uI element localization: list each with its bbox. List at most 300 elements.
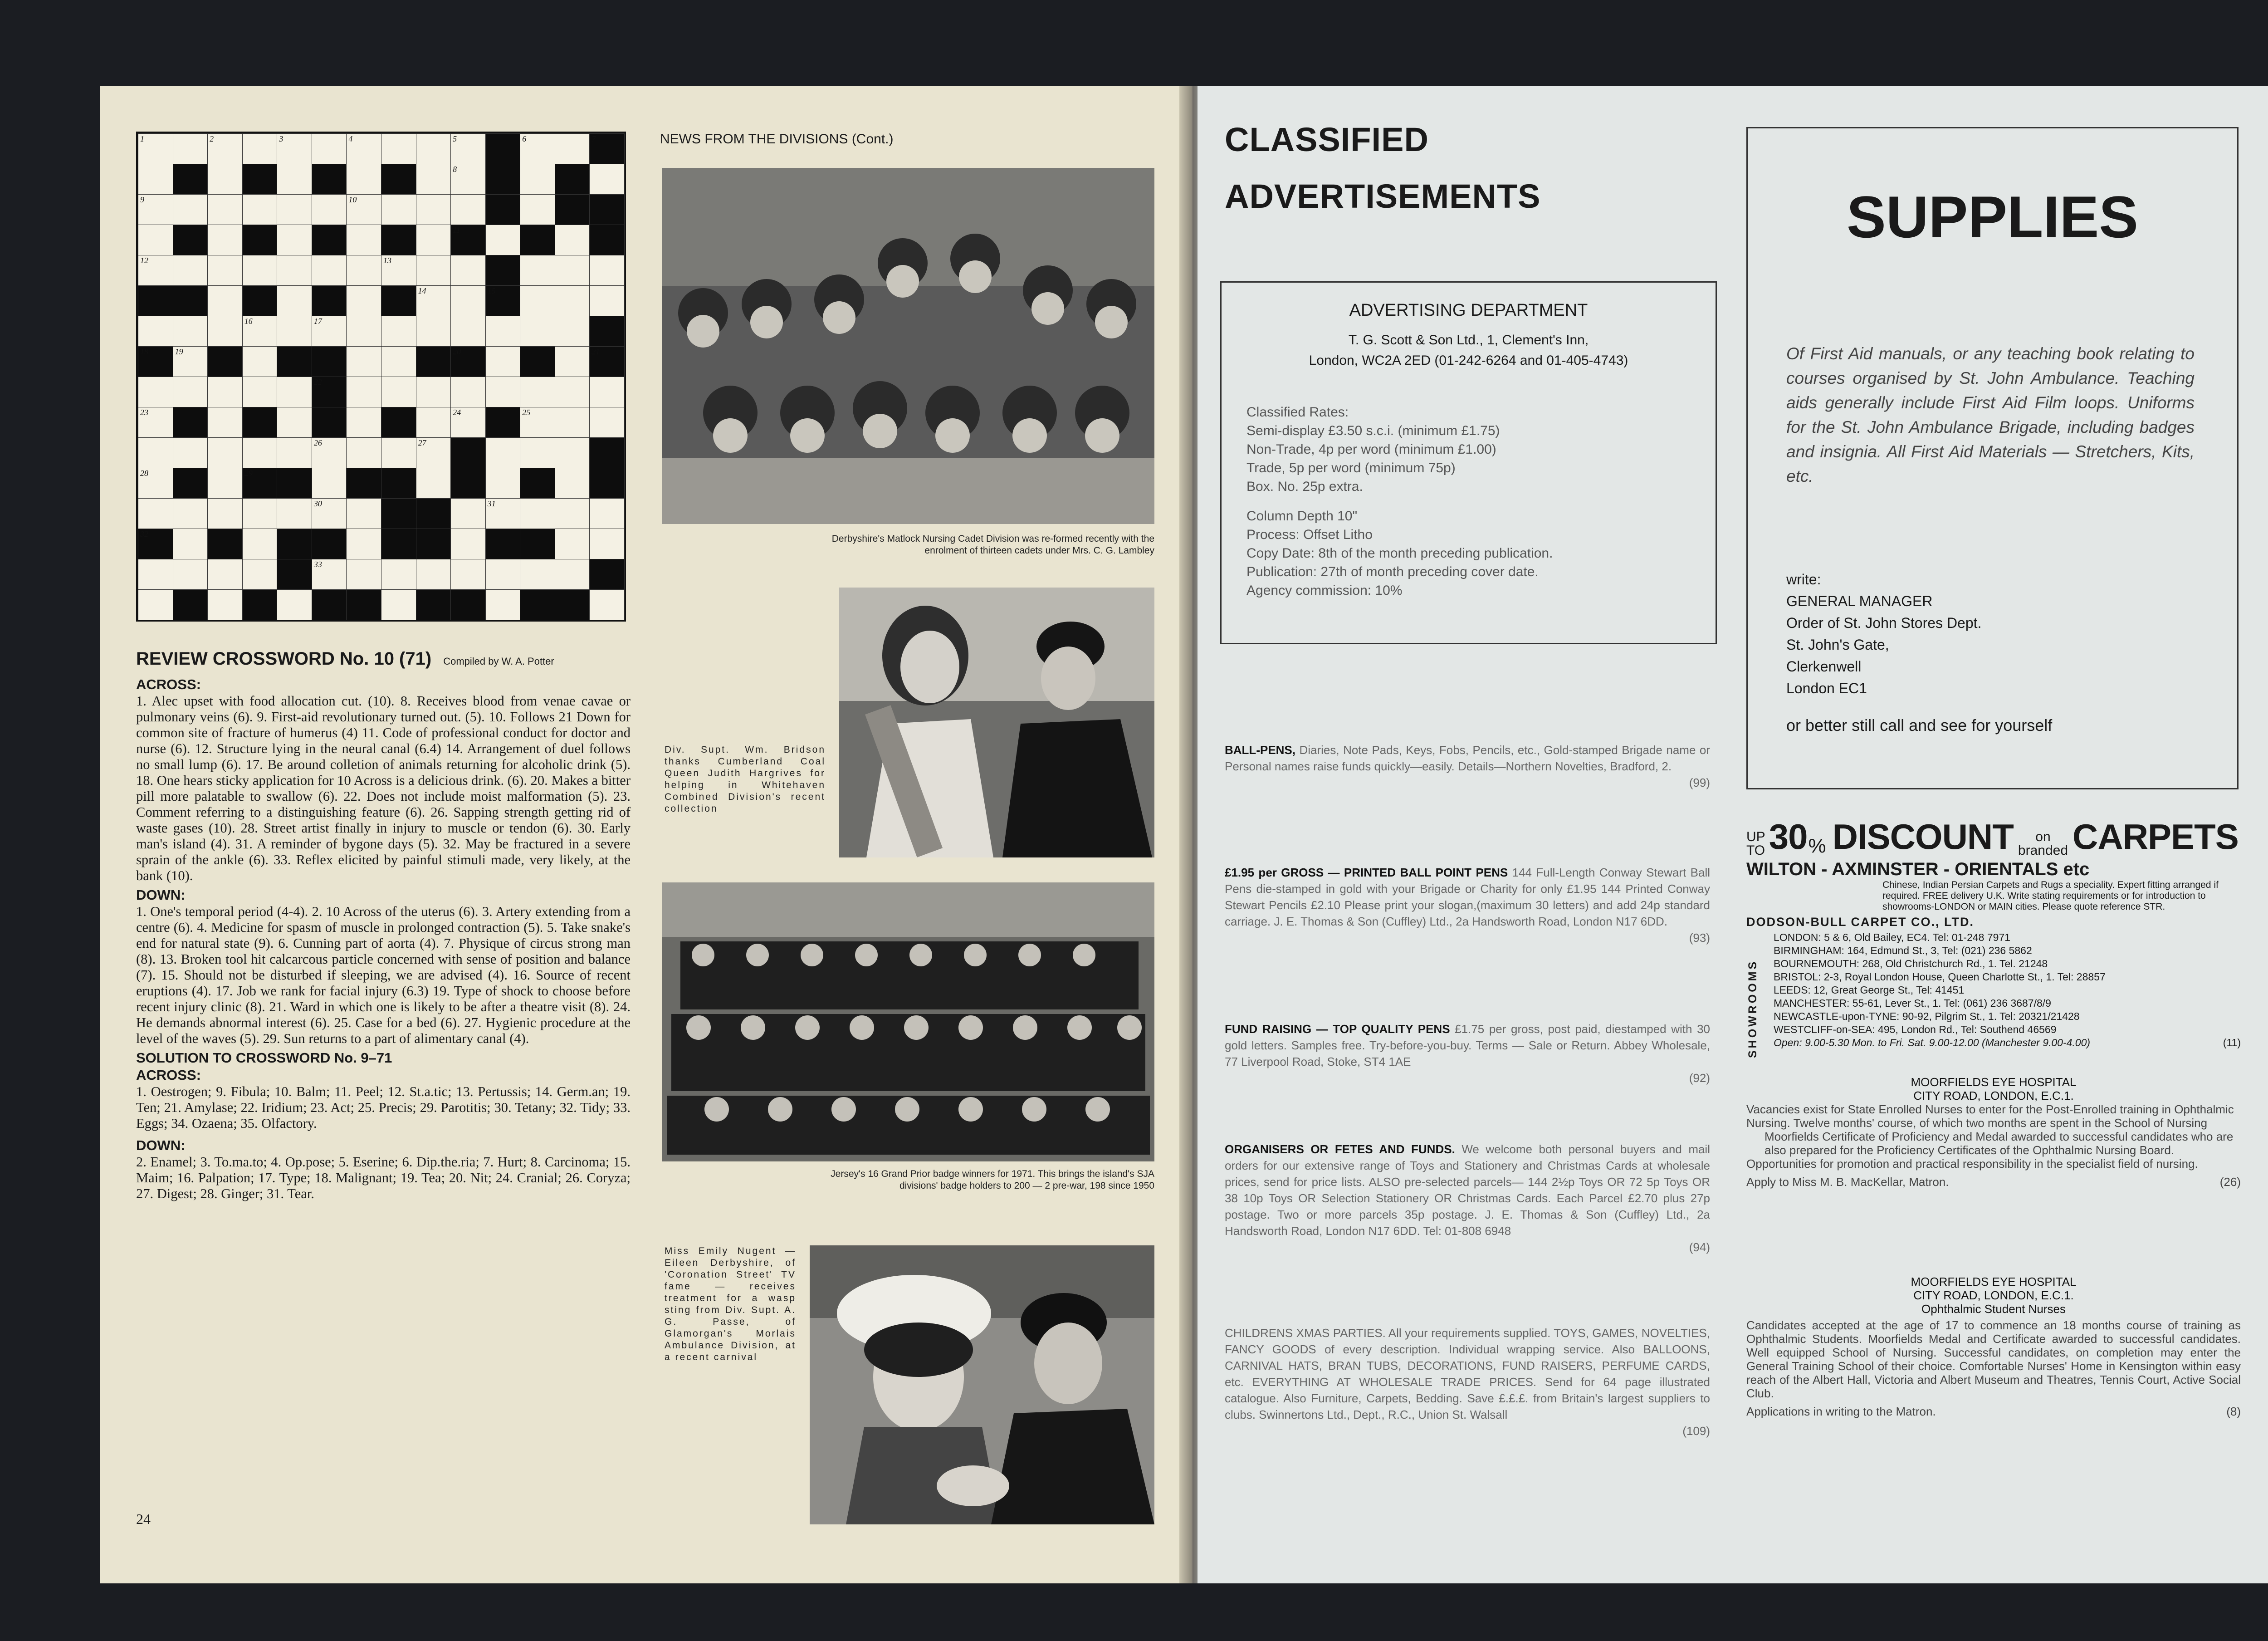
crossword-clue-number: 11 [453, 225, 460, 235]
crossword-cell[interactable] [416, 468, 451, 499]
crossword-cell[interactable] [277, 407, 312, 438]
crossword-cell[interactable] [416, 164, 451, 195]
crossword-clue-number: 26 [313, 438, 322, 447]
crossword-black-cell [381, 225, 416, 255]
carpet-subheading: WILTON - AXMINSTER - ORIENTALS etc [1746, 859, 2090, 879]
crossword-cell[interactable] [450, 194, 486, 225]
across-clues: 1. Alec upset with food allocation cut. (10). 8. Receives blood from venae cavae or pulmonary veins (6). 9. First-aid revolutionary turned out. (5). 10. Follows 21 Down for common site of fracture of humerus (4) 11. Code of professional conduct for doctor and nurse (6). 12. Structure lying in the neural canal (6.4) 14. Arrangement of duel follows no small lump (6). 17. Be around colletion of animals returning for alcoholic drink (5). 18. One hears sticky application for 10 Across is a delicious drink. (6). 20. Makes a bitter pill more palatable to swallow (6). 22. Does not include moist malformation (5). 23. Comment referring to a distinguishing feature (6). 26. Sapping strength getting rid of waste gases (10). 28. Street artist finally in injury to muscle or tendon (6). 30. Early man's island (4). 31. A reminder of bygone days (5). 32. May be fractured in a severe sprain of the ankle (6). 33. Reflex elicited by painful stimuli made, very likely, at the bank (10). [136, 693, 631, 883]
crossword-cell[interactable] [173, 437, 208, 468]
crossword-clue-number: 12 [140, 256, 148, 265]
down-clues: 1. One's temporal period (4-4). 2. 10 Across of the uterus (6). 3. Artery extending from a centre (6). 4. Medicine for spasm of muscle in prolonged contraction (5). 5. Take snake's end for natural state (9). 6. Cunning part of aorta (4). 7. Physique of circus strong man (8). 13. Broken tool hit calcarcous particle concerned with sense of position and balance (7). 15. Should not be disturbed if sleeping, we are advised (4). 16. Source of recent eruptions (4). 17. Job we rank for facial injury (6.3) 19. Type of shock to choose before recent injury clinic (8). 21. Ward in which one is likely to be after a theatre visit (8). 24. He demands abnormal interest (6). 25. Case for a bed (6). 27. Hygienic procedure at the level of the waves (5). 29. Sun returns to a part of alimentary canal (4). [136, 904, 631, 1046]
caption-wasp-sting: Miss Emily Nugent — Eileen Derbyshire, of 'Coronation Street' TV fame — receives treatment for a wasp sting from Div. Supt. A. G. Passe, of Glamorgan's Morlais Ambulance Division, at a recent carnival [665, 1246, 796, 1362]
crossword-cell[interactable] [138, 225, 173, 255]
crossword-cell[interactable] [450, 377, 486, 407]
solution-down: 2. Enamel; 3. To.ma.to; 4. Op.pose; 5. Eserine; 6. Dip.the.ria; 7. Hurt; 8. Carcinoma; 15. Maim; 16. Palpation; 17. Type; 18. Malignant; 19. Tea; 20. Nit; 24. Cranial; 26. Coryza; 27. Digest; 28. Ginger; 31. Tear. [136, 1154, 631, 1201]
crossword-cell[interactable] [346, 164, 381, 195]
crossword-cell[interactable] [173, 377, 208, 407]
crossword-title-text: REVIEW CROSSWORD No. 10 (71) [136, 649, 432, 669]
crossword-clue-number: 32 [140, 529, 148, 539]
crossword-cell[interactable] [277, 377, 312, 407]
crossword-cell[interactable] [242, 498, 278, 529]
branch-london: LONDON: 5 & 6, Old Bailey, EC4. Tel: 01-248 7971 [1774, 931, 2011, 943]
crossword-black-cell [485, 529, 521, 559]
photo-coal-queen [839, 588, 1154, 857]
crossword-cell[interactable] [138, 255, 173, 286]
crossword-clue-number: 28 [140, 469, 148, 478]
moorfields-2-subtitle: Ophthalmic Student Nurses [1921, 1302, 2066, 1316]
ad-text: CHILDRENS XMAS PARTIES. All your requirements supplied. TOYS, GAMES, NOVELTIES, FANCY GOODS of every description. Individual wrapping service. Also BALLOONS, CARNIVAL HATS, BRAN TUBS, DECORATIONS, FUND RAISERS, PERFUME CARDS, etc. EVERYTHING AT WHOLESALE TRADE PRICES. Send for 64 page illustrated catalogue. Also Furniture, Carpets, Bedding. Save £.£.£. from Britain's largest suppliers to clubs. Swinnertons Ltd., Dept., R.C., Union St. Walsall [1225, 1326, 1710, 1421]
showrooms-label: SHOWROOMS [1746, 959, 1759, 1058]
crossword-clue-number: 15 [487, 286, 496, 295]
crossword-cell[interactable] [346, 225, 381, 255]
crossword-cell[interactable] [416, 316, 451, 347]
crossword-clue-number: 9 [140, 195, 144, 204]
crossword-cell[interactable] [555, 559, 590, 590]
crossword-cell[interactable] [450, 285, 486, 316]
crossword-cell[interactable] [450, 255, 486, 286]
crossword-black-cell [416, 589, 451, 620]
crossword-black-cell [242, 164, 278, 195]
crossword-cell[interactable] [450, 164, 486, 195]
ad-lead: ORGANISERS OR FETES AND FUNDS. [1225, 1142, 1455, 1156]
crossword-black-cell [173, 225, 208, 255]
crossword-black-cell [207, 346, 243, 377]
publication-date: Publication: 27th of month preceding cover date. [1246, 564, 1539, 579]
supplies-address [1786, 568, 1981, 699]
crossword-cell[interactable] [346, 529, 381, 559]
crossword-cell[interactable] [589, 498, 625, 529]
crossword-clue-number: 1 [140, 134, 144, 143]
crossword-cell[interactable] [520, 559, 555, 590]
crossword-black-cell [138, 346, 173, 377]
branch-birmingham: BIRMINGHAM: 164, Edmund St., 3, Tel: (021) 236 5862 [1774, 945, 2032, 956]
carpet-to: TO [1746, 843, 1765, 858]
crossword-clue-number: 23 [140, 408, 148, 417]
crossword-cell[interactable] [207, 255, 243, 286]
crossword-cell[interactable] [277, 316, 312, 347]
crossword-black-cell [346, 468, 381, 499]
carpet-up: UP [1746, 829, 1765, 844]
crossword-cell[interactable] [312, 316, 347, 347]
crossword-cell[interactable] [207, 559, 243, 590]
solution-across-heading: ACROSS: [136, 1067, 201, 1083]
crossword-cell[interactable] [381, 589, 416, 620]
crossword-cell[interactable] [138, 164, 173, 195]
crossword-cell[interactable] [207, 468, 243, 499]
crossword-clue-number: 5 [453, 134, 457, 143]
crossword-black-cell [485, 407, 521, 438]
crossword-cell[interactable] [242, 133, 278, 164]
supplies-box [1746, 127, 2239, 789]
crossword-cell[interactable] [416, 437, 451, 468]
crossword-black-cell [520, 529, 555, 559]
crossword-cell[interactable] [207, 133, 243, 164]
crossword-cell[interactable] [138, 194, 173, 225]
crossword-cell[interactable] [555, 377, 590, 407]
crossword-cell[interactable] [520, 164, 555, 195]
crossword-clue-number: 19 [175, 347, 183, 356]
crossword-black-cell [416, 529, 451, 559]
crossword-black-cell [485, 194, 521, 225]
crossword-cell[interactable] [207, 285, 243, 316]
ad-text: 144 Full-Length Conway Stewart Ball Pens die-stamped in gold with your Brigade or Charity for only £1.95 144 Printed Conway Stewart Pencils £2.10 Please print your slogan,(maximum 30 letters) and add 24p standard carriage. J. E. Thomas & Son (Cuffley) Ltd., 2a Handsworth Road, London N17 6DD. [1225, 866, 1710, 928]
moorfields-1-opportunities: Opportunities for promotion and practical responsibility in the specialist field of nursing. [1746, 1157, 2198, 1171]
crossword-cell[interactable] [346, 498, 381, 529]
crossword-cell[interactable] [416, 194, 451, 225]
crossword-cell[interactable] [520, 437, 555, 468]
right-page [1198, 86, 2268, 1583]
branch-manchester: MANCHESTER: 55-61, Lever St., 1. Tel: (061) 236 3687/8/9 [1774, 997, 2051, 1009]
crossword-cell[interactable] [346, 377, 381, 407]
crossword-black-cell [381, 285, 416, 316]
crossword-cell[interactable] [138, 437, 173, 468]
crossword-cell[interactable] [416, 559, 451, 590]
crossword-cell[interactable] [520, 316, 555, 347]
crossword-cell[interactable] [277, 255, 312, 286]
ad-code: (92) [1689, 1071, 1710, 1085]
ad-lead: £1.95 per GROSS — PRINTED BALL POINT PENS [1225, 866, 1508, 879]
crossword-cell[interactable] [520, 133, 555, 164]
crossword-black-cell [450, 437, 486, 468]
crossword-cell[interactable] [277, 194, 312, 225]
crossword-black-cell [312, 225, 347, 255]
moorfields-1-address: CITY ROAD, LONDON, E.C.1. [1913, 1089, 2074, 1102]
crossword-cell[interactable] [381, 559, 416, 590]
crossword-cell[interactable] [138, 133, 173, 164]
crossword-cell[interactable] [207, 225, 243, 255]
crossword-cell[interactable] [242, 437, 278, 468]
crossword-cell[interactable] [312, 255, 347, 286]
branch-westcliff: WESTCLIFF-on-SEA: 495, London Rd., Tel: Southend 46569 [1774, 1024, 2057, 1035]
crossword-cell[interactable] [520, 407, 555, 438]
crossword-cell[interactable] [450, 133, 486, 164]
crossword-cell[interactable] [242, 529, 278, 559]
crossword-cell[interactable] [346, 346, 381, 377]
crossword-cell[interactable] [242, 346, 278, 377]
crossword-cell[interactable] [520, 377, 555, 407]
crossword-cell[interactable] [450, 316, 486, 347]
crossword-cell[interactable] [173, 346, 208, 377]
ad-code: (93) [1689, 931, 1710, 945]
moorfields-ad-2 [1746, 1275, 2241, 1418]
crossword-black-cell [312, 346, 347, 377]
crossword-cell[interactable] [450, 559, 486, 590]
crossword-cell[interactable] [450, 529, 486, 559]
crossword-cell[interactable] [416, 285, 451, 316]
crossword-cell[interactable] [485, 225, 521, 255]
crossword-cell[interactable] [242, 316, 278, 347]
crossword-clue-number: 22 [313, 377, 322, 387]
moorfields-2-apply: Applications in writing to the Matron. [1746, 1405, 1936, 1418]
crossword-cell[interactable] [242, 559, 278, 590]
crossword-black-cell [450, 225, 486, 255]
ad-printed-pens [1225, 864, 1710, 946]
crossword-cell[interactable] [589, 285, 625, 316]
crossword-cell[interactable] [555, 285, 590, 316]
crossword-black-cell [173, 589, 208, 620]
crossword-cell[interactable] [555, 225, 590, 255]
crossword-black-cell [450, 589, 486, 620]
crossword-black-cell [207, 529, 243, 559]
moorfields-2-title: MOORFIELDS EYE HOSPITAL [1911, 1275, 2077, 1288]
down-heading: DOWN: [136, 887, 186, 903]
caption-matlock: Derbyshire's Matlock Nursing Cadet Division was re-formed recently with the enrolment of thirteen cadets under Mrs. C. G. Lambley [831, 534, 1154, 556]
crossword-black-cell [381, 468, 416, 499]
crossword-cell[interactable] [312, 133, 347, 164]
crossword-clue-number: 25 [522, 408, 531, 417]
caption-jersey: Jersey's 16 Grand Prior badge winners for 1971. This brings the island's SJA divisions' badge holders to 200 — 2 pre-war, 198 since 1950 [831, 1169, 1154, 1191]
classified-heading-2: ADVERTISEMENTS [1225, 177, 1541, 215]
crossword-clue-number: 2 [210, 134, 214, 143]
crossword-cell[interactable] [450, 498, 486, 529]
moorfields-2-body: Candidates accepted at the age of 17 to commence an 18 months course of training as Ophthalmic Students. Moorfields Medal and Certificate awarded to successful candidates. Well equipped School of Nursing. Successful candidates, on completion may enter the General Training School of their choice. Comfortable Nurses' Home in Kensington within easy reach of the Albert Hall, Victoria and Albert Museum and Theatres, Tennis Court, Active Social Club. [1746, 1318, 2241, 1400]
crossword-cell[interactable] [207, 164, 243, 195]
crossword-cell[interactable] [173, 316, 208, 347]
crossword-cell[interactable] [138, 498, 173, 529]
rate-trade: Trade, 5p per word (minimum 75p) [1246, 460, 1456, 475]
crossword-cell[interactable] [173, 255, 208, 286]
crossword-cell[interactable] [138, 407, 173, 438]
crossword-cell[interactable] [277, 498, 312, 529]
crossword-cell[interactable] [381, 437, 416, 468]
crossword-cell[interactable] [485, 559, 521, 590]
crossword-cell[interactable] [242, 255, 278, 286]
crossword-cell[interactable] [173, 559, 208, 590]
crossword-cell[interactable] [555, 498, 590, 529]
crossword-cell[interactable] [485, 589, 521, 620]
crossword-cell[interactable] [312, 437, 347, 468]
crossword-black-cell [381, 529, 416, 559]
solution-heading: SOLUTION TO CROSSWORD No. 9–71 [136, 1050, 392, 1066]
crossword-cell[interactable] [555, 529, 590, 559]
crossword-black-cell [312, 164, 347, 195]
crossword-clue-number: 14 [418, 286, 426, 295]
crossword-clue-number: 8 [453, 165, 457, 174]
across-heading: ACROSS: [136, 676, 201, 692]
crossword-cell[interactable] [589, 407, 625, 438]
crossword-cell[interactable] [555, 346, 590, 377]
crossword-clue-number: 6 [522, 134, 527, 143]
crossword-cell[interactable] [207, 589, 243, 620]
crossword-cell[interactable] [312, 194, 347, 225]
crossword-clue-number: 30 [313, 499, 322, 508]
crossword-cell[interactable] [207, 194, 243, 225]
ad-code: (99) [1689, 776, 1710, 789]
crossword-cell[interactable] [207, 498, 243, 529]
crossword-cell[interactable] [589, 164, 625, 195]
crossword-cell[interactable] [416, 377, 451, 407]
crossword-black-cell [173, 407, 208, 438]
crossword-cell[interactable] [485, 498, 521, 529]
crossword-cell[interactable] [589, 377, 625, 407]
crossword-black-cell [589, 559, 625, 590]
crossword-cell[interactable] [207, 437, 243, 468]
crossword-clue-number: 27 [418, 438, 426, 447]
crossword-cell[interactable] [485, 468, 521, 499]
carpet-ad [1746, 817, 2241, 1058]
moorfields-1-vacancies: Vacancies exist for State Enrolled Nurses to enter for the Post-Enrolled training in Ophthalmic Nursing. Twelve months' course, of which two months are spent in the School of Nursing [1746, 1102, 2234, 1130]
advertising-address-1: T. G. Scott & Son Ltd., 1, Clement's Inn, [1348, 333, 1589, 348]
crossword-cell[interactable] [346, 194, 381, 225]
crossword-black-cell [485, 255, 521, 286]
carpet-discount: DISCOUNT [1832, 817, 2014, 857]
crossword-cell[interactable] [520, 498, 555, 529]
crossword-black-cell [312, 377, 347, 407]
crossword-cell[interactable] [416, 407, 451, 438]
crossword-black-cell [277, 468, 312, 499]
crossword-black-cell [520, 225, 555, 255]
crossword-black-cell [589, 316, 625, 347]
ad-ball-pens [1225, 742, 1710, 791]
crossword-cell[interactable] [520, 255, 555, 286]
crossword-cell[interactable] [381, 377, 416, 407]
crossword-cell[interactable] [242, 194, 278, 225]
crossword-cell[interactable] [173, 194, 208, 225]
crossword-cell[interactable] [450, 407, 486, 438]
crossword-black-cell [520, 468, 555, 499]
opening-hours: Open: 9.00-5.30 Mon. to Fri. Sat. 9.00-12.00 (Manchester 9.00-4.00) [1774, 1037, 2091, 1048]
crossword-cell[interactable] [555, 468, 590, 499]
crossword-cell[interactable] [555, 316, 590, 347]
crossword-cell[interactable] [207, 377, 243, 407]
crossword-black-cell [416, 498, 451, 529]
crossword-cell[interactable] [416, 133, 451, 164]
carpet-blurb: Chinese, Indian Persian Carpets and Rugs a speciality. Expert fitting arranged if required. FREE delivery U.K. Write stating requirements or for introduction to showrooms-LONDON or MAIN cities. Please quote reference STR. [1882, 880, 2219, 912]
crossword-cell[interactable] [346, 559, 381, 590]
carpet-percent-sign: % [1808, 835, 1826, 857]
crossword-cell[interactable] [520, 285, 555, 316]
crossword-cell[interactable] [381, 255, 416, 286]
crossword-cell[interactable] [277, 133, 312, 164]
crossword-black-cell [450, 346, 486, 377]
crossword-cell[interactable] [381, 346, 416, 377]
moorfields-1-title: MOORFIELDS EYE HOSPITAL [1911, 1075, 2077, 1089]
crossword-cell[interactable] [312, 468, 347, 499]
crossword-black-cell [589, 194, 625, 225]
supplies-title: SUPPLIES [1847, 184, 2138, 250]
crossword-black-cell [242, 468, 278, 499]
crossword-cell[interactable] [346, 285, 381, 316]
crossword-cell[interactable] [242, 377, 278, 407]
crossword-cell[interactable] [346, 407, 381, 438]
carpet-on: on [2035, 829, 2051, 844]
crossword-black-cell [555, 194, 590, 225]
crossword-clue-number: 33 [313, 560, 322, 569]
crossword-cell[interactable] [138, 589, 173, 620]
crossword-cell[interactable] [312, 559, 347, 590]
crossword-cell[interactable] [173, 133, 208, 164]
supplies-address-4: Clerkenwell [1786, 658, 1862, 675]
rates-title: Classified Rates: [1246, 405, 1349, 420]
ad-organisers [1225, 1141, 1710, 1255]
supplies-body: Of First Aid manuals, or any teaching book relating to courses organised by St. John Ambulance. Teaching aids generally include First Aid Film loops. Uniforms for the St. John Ambulance Brigade, including badges and insignia. All First Aid Materials — Stretchers, Kits, etc. [1786, 344, 2195, 485]
crossword-black-cell [242, 225, 278, 255]
crossword-cell[interactable] [173, 498, 208, 529]
crossword-cell[interactable] [589, 529, 625, 559]
crossword-black-cell [555, 164, 590, 195]
supplies-footer: or better still call and see for yourself [1786, 716, 2053, 735]
rate-semi-display: Semi-display £3.50 s.c.i. (minimum £1.75) [1246, 423, 1500, 438]
crossword-cell[interactable] [207, 407, 243, 438]
crossword-cell[interactable] [485, 316, 521, 347]
crossword-cell[interactable] [138, 316, 173, 347]
crossword-clues [136, 676, 631, 1205]
crossword-cell[interactable] [346, 437, 381, 468]
crossword-cell[interactable] [589, 589, 625, 620]
crossword-cell[interactable] [485, 437, 521, 468]
crossword-cell[interactable] [381, 194, 416, 225]
crossword-black-cell [312, 285, 347, 316]
crossword-cell[interactable] [520, 194, 555, 225]
crossword-cell[interactable] [138, 468, 173, 499]
crossword-cell[interactable] [416, 225, 451, 255]
carpet-headline [1746, 817, 2241, 857]
crossword-cell[interactable] [381, 316, 416, 347]
photo-matlock-cadets [662, 168, 1154, 524]
ad-lead: BALL-PENS, [1225, 743, 1295, 757]
crossword-cell[interactable] [381, 133, 416, 164]
crossword-cell[interactable] [346, 316, 381, 347]
moorfields-1-code: (26) [2219, 1175, 2241, 1189]
crossword-black-cell [485, 164, 521, 195]
crossword-cell[interactable] [138, 377, 173, 407]
crossword-black-cell [173, 285, 208, 316]
crossword-cell[interactable] [555, 407, 590, 438]
crossword-cell[interactable] [346, 133, 381, 164]
crossword-cell[interactable] [173, 529, 208, 559]
ad-code: (109) [1682, 1424, 1710, 1438]
classified-heading-1: CLASSIFIED [1225, 121, 1429, 158]
crossword-cell[interactable] [277, 589, 312, 620]
crossword-clue-number: 13 [383, 256, 391, 265]
column-depth: Column Depth 10" [1246, 509, 1358, 524]
moorfields-ad-1 [1746, 1075, 2241, 1189]
crossword-cell[interactable] [555, 255, 590, 286]
crossword-black-cell [173, 164, 208, 195]
crossword-cell[interactable] [416, 255, 451, 286]
branch-leeds: LEEDS: 12, Great George St., Tel: 41451 [1774, 984, 1965, 996]
crossword-cell[interactable] [277, 164, 312, 195]
carpet-carpets: CARPETS [2072, 817, 2239, 857]
crossword-cell[interactable] [277, 437, 312, 468]
crossword-black-cell [381, 407, 416, 438]
crossword-black-cell [555, 589, 590, 620]
crossword-black-cell [589, 468, 625, 499]
crossword-black-cell [589, 346, 625, 377]
agency-commission: Agency commission: 10% [1246, 583, 1403, 598]
crossword-cell[interactable] [485, 346, 521, 377]
crossword-cell[interactable] [277, 225, 312, 255]
left-page [100, 86, 1193, 1583]
crossword-cell[interactable] [277, 285, 312, 316]
crossword-cell[interactable] [589, 255, 625, 286]
ad-lead: FUND RAISING — TOP QUALITY PENS [1225, 1022, 1450, 1036]
crossword-cell[interactable] [555, 437, 590, 468]
ad-text: £1.75 per gross, post paid, diestamped with 30 gold letters. Samples free. Try-before-you-buy. Terms — Sale or Return. Abbey Wholesale, 77 Liverpool Road, Stoke, ST4 1AE [1225, 1022, 1710, 1068]
caption-coal-queen: Div. Supt. Wm. Bridson thanks Cumberland Coal Queen Judith Hargrives for helping in Whitehaven Combined Division's recent collection [665, 745, 826, 814]
crossword-black-cell [277, 346, 312, 377]
crossword-cell[interactable] [346, 255, 381, 286]
crossword-cell[interactable] [555, 133, 590, 164]
crossword-cell[interactable] [485, 377, 521, 407]
crossword-black-cell [277, 559, 312, 590]
crossword-cell[interactable] [312, 498, 347, 529]
crossword-cell[interactable] [138, 559, 173, 590]
crossword-grid [136, 132, 626, 622]
ad-code: (94) [1689, 1240, 1710, 1254]
rate-box: Box. No. 25p extra. [1246, 479, 1363, 494]
crossword-cell[interactable] [207, 316, 243, 347]
